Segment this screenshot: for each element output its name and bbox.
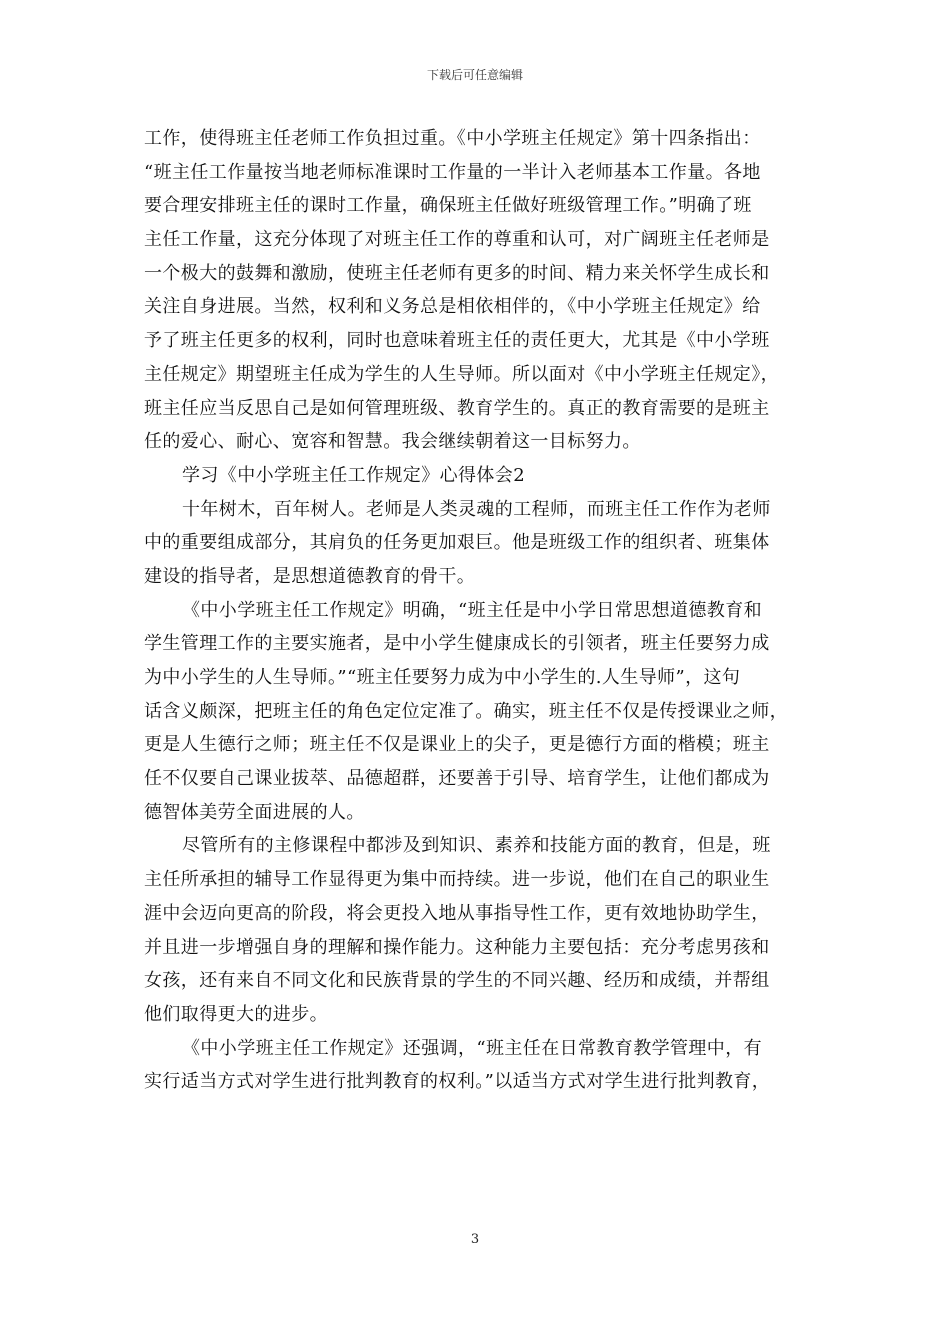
text-line: 主任工作量，这充分体现了对班主任工作的尊重和认可，对广阔班主任老师是 [144, 229, 770, 251]
text-line: 十年树木，百年树人。老师是人类灵魂的工程师，而班主任工作作为老师 [182, 498, 771, 520]
document-body [144, 122, 819, 1099]
text-line: 尽管所有的主修课程中都涉及到知识、素养和技能方面的教育，但是，班 [182, 835, 771, 857]
text-line: 主任所承担的辅导工作显得更为集中而持续。进一步说，他们在自己的职业生 [144, 869, 770, 891]
text-line: 予了班主任更多的权利，同时也意味着班主任的责任更大，尤其是《中小学班 [144, 330, 770, 352]
text-line: 任的爱心、耐心、宽容和智慧。我会继续朝着这一目标努力。 [144, 431, 641, 453]
text-line: 德智体美劳全面进展的人。 [144, 801, 365, 823]
text-line: 主任规定》期望班主任成为学生的人生导师。所以面对《中小学班主任规定》， [144, 363, 779, 385]
text-line: 实行适当方式对学生进行批判教育的权利。”以适当方式对学生进行批判教育， [144, 1071, 771, 1093]
text-line: 中的重要组成部分，其肩负的任务更加艰巨。他是班级工作的组织者、班集体 [144, 532, 770, 554]
text-line: 更是人生德行之师；班主任不仅是课业上的尖子，更是德行方面的楷模；班主 [144, 734, 770, 756]
text-line: 要合理安排班主任的课时工作量，确保班主任做好班级管理工作。”明确了班 [144, 195, 752, 217]
text-line: 关注自身进展。当然，权利和义务总是相依相伴的，《中小学班主任规定》给 [144, 296, 761, 318]
text-line: 《中小学班主任工作规定》还强调，“班主任在日常教育教学管理中，有 [182, 1037, 762, 1059]
text-line: 并且进一步增强自身的理解和操作能力。这种能力主要包括：充分考虑男孩和 [144, 936, 770, 958]
text-line: 学生管理工作的主要实施者，是中小学生健康成长的引领者，班主任要努力成 [144, 633, 770, 655]
text-line: 《中小学班主任工作规定》明确，“班主任是中小学日常思想道德教育和 [182, 599, 762, 621]
text-line: 任不仅要自己课业拔萃、品德超群，还要善于引导、培育学生，让他们都成为 [144, 768, 770, 790]
text-line: 他们取得更大的进步。 [144, 1003, 328, 1025]
section-heading: 学习《中小学班主任工作规定》心得体会2 [182, 464, 526, 486]
text-line: 建设的指导者，是思想道德教育的骨干。 [144, 565, 476, 587]
text-line: 班主任应当反思自己是如何管理班级、教育学生的。真正的教育需要的是班主 [144, 397, 770, 419]
text-line: 话含义颇深，把班主任的角色定位定准了。确实，班主任不仅是传授课业之师， [144, 700, 788, 722]
page-number: 3 [470, 1232, 480, 1247]
text-line: 一个极大的鼓舞和激励，使班主任老师有更多的时间、精力来关怀学生成长和 [144, 262, 770, 284]
text-line: 工作，使得班主任老师工作负担过重。《中小学班主任规定》第十四条指出： [144, 128, 761, 149]
page-header: 下载后可任意编辑 [426, 68, 523, 82]
text-line: “班主任工作量按当地老师标准课时工作量的一半计入老师基本工作量。各地 [144, 161, 761, 183]
text-line: 为中小学生的人生导师。”“班主任要努力成为中小学生的.人生导师”，这句 [144, 667, 741, 688]
text-line: 涯中会迈向更高的阶段，将会更投入地从事指导性工作，更有效地协助学生， [144, 902, 770, 924]
text-line: 女孩，还有来自不同文化和民族背景的学生的不同兴趣、经历和成绩，并帮组 [144, 970, 770, 992]
